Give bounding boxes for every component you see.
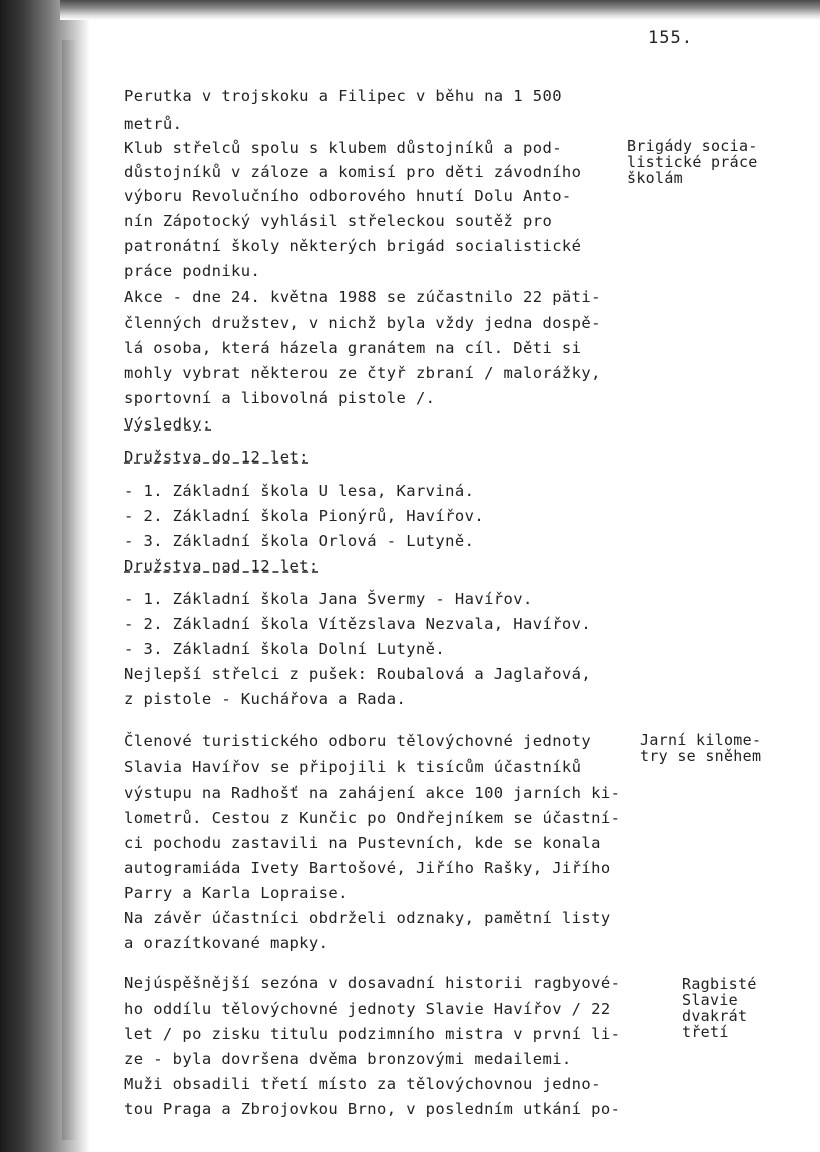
result-item: - 2. Základní škola Vítězslava Nezvala, Havířov. — [124, 615, 592, 633]
text-line: Slavia Havířov se připojili k tisícům účastníků — [124, 758, 582, 776]
result-item: - 2. Základní škola Pionýrů, Havířov. — [124, 507, 485, 525]
text-line: Členové turistického odboru tělovýchovné jednoty — [124, 732, 592, 750]
text-line: Parry a Karla Lopraise. — [124, 884, 348, 902]
text-line: z pistole - Kuchářova a Rada. — [124, 690, 407, 708]
text-line: patronátní školy některých brigád socialistické — [124, 237, 582, 255]
text-line: let / po zisku titulu podzimního mistra v první li- — [124, 1025, 621, 1043]
text-line: autogramiáda Ivety Bartošové, Jiřího Rašky, Jiřího — [124, 859, 611, 877]
text-line: členných družstev, v nichž byla vždy jedna dospě- — [124, 314, 601, 332]
margin-note-brigades: Brigády socia- listické práce školám — [627, 137, 758, 187]
text-line: lometrů. Cestou z Kunčic po Ondřejníkem se účastní- — [124, 809, 621, 827]
text-line: Nejlepší střelci z pušek: Roubalová a Jaglařová, — [124, 665, 592, 683]
text-line: výboru Revolučního odborového hnutí Dolu Anto- — [124, 187, 572, 205]
text-line: ho oddílu tělovýchovné jednoty Slavie Havířov / 22 — [124, 1000, 611, 1018]
text-line: ze - byla dovršena dvěma bronzovými medailemi. — [124, 1050, 572, 1068]
margin-note-rugby: Ragbisté Slavie dvakrát třetí — [682, 975, 757, 1041]
text-line: sportovní a libovolná pistole /. — [124, 389, 436, 407]
text-line: ci pochodu zastavili na Pustevních, kde se konala — [124, 834, 601, 852]
text-line: výstupu na Radhošť na zahájení akce 100 jarních ki- — [124, 784, 621, 802]
text-line: Muži obsadili třetí místo za tělovýchovnou jedno- — [124, 1075, 601, 1093]
margin-note-spring-km: Jarní kilome- try se sněhem — [640, 731, 762, 765]
group2-heading: Družstva nad 12 let: — [124, 557, 319, 575]
text-line: metrů. — [124, 115, 183, 133]
text-line: tou Praga a Zbrojovkou Brno, v posledním utkání po- — [124, 1100, 621, 1118]
text-line: Akce - dne 24. května 1988 se zúčastnilo 22 päti- — [124, 288, 601, 306]
text-line: Perutka v trojskoku a Filipec v běhu na 1 500 — [124, 87, 562, 105]
page-number: 155. — [648, 28, 693, 48]
result-item: - 1. Základní škola Jana Švermy - Havířov. — [124, 590, 533, 608]
text-line: Klub střelců spolu s klubem důstojníků a pod- — [124, 139, 562, 157]
scan-gutter — [62, 40, 78, 1140]
text-line: práce podniku. — [124, 262, 261, 280]
result-item: - 3. Základní škola Dolní Lutyně. — [124, 640, 446, 658]
text-line: Nejúspěšnější sezóna v dosavadní historii ragbyové- — [124, 974, 621, 992]
group1-heading: Družstva do 12 let: — [124, 448, 309, 466]
text-line: nín Zápotocký vyhlásil střeleckou soutěž pro — [124, 212, 553, 230]
result-item: - 1. Základní škola U lesa, Karviná. — [124, 482, 475, 500]
results-heading: Výsledky: — [124, 415, 212, 433]
text-line: mohly vybrat některou ze čtyř zbraní / malorážky, — [124, 364, 601, 382]
text-line: a orazítkované mapky. — [124, 934, 329, 952]
text-line: Na závěr účastníci obdrželi odznaky, pamětní listy — [124, 909, 611, 927]
text-line: důstojníků v záloze a komisí pro děti závodního — [124, 163, 582, 181]
result-item: - 3. Základní škola Orlová - Lutyně. — [124, 532, 475, 550]
text-line: lá osoba, která házela granátem na cíl. Děti si — [124, 339, 582, 357]
scan-top-shadow — [60, 0, 820, 20]
